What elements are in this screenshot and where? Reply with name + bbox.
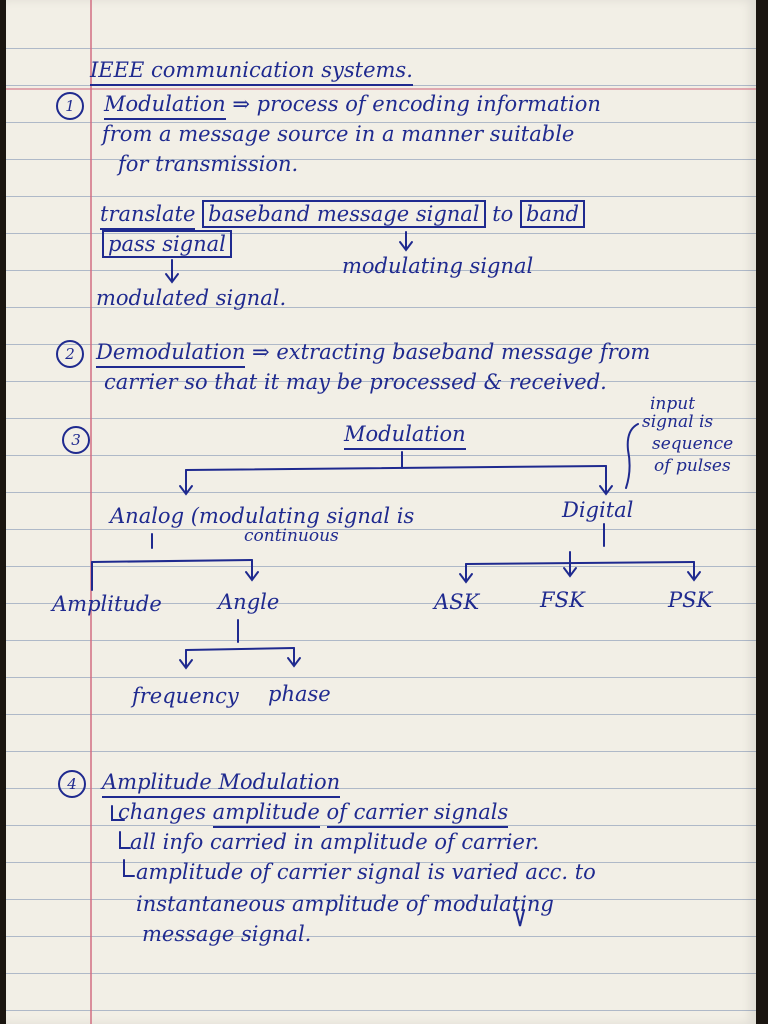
modulation-def-3: for transmission. [118, 152, 299, 176]
title-text: IEEE communication systems. [90, 58, 413, 86]
pass-signal-box: pass signal [102, 230, 232, 258]
branch-analog: Analog (modulating signal is [110, 504, 415, 528]
arrow-to-modulating-signal [400, 232, 412, 250]
section-number-2: 2 [56, 340, 84, 368]
demodulation-term: Demodulation [96, 340, 245, 368]
arrow-to-modulated-signal [166, 260, 178, 282]
digital-branch [466, 562, 694, 564]
arrow-to-analog [180, 470, 192, 494]
am-point-1a: changes [118, 800, 206, 824]
modulation-def-1: process of encoding information [256, 92, 601, 116]
leaf-ask: ASK [434, 590, 480, 614]
band-box: band [520, 200, 585, 228]
baseband-signal-box: baseband message signal [202, 200, 485, 228]
am-point-3-line1: amplitude of carrier signal is varied acc. to [136, 860, 596, 884]
am-point-1b: amplitude [213, 800, 320, 828]
analog-note: continuous [244, 526, 339, 546]
implies-arrow: ⇒ [232, 92, 250, 116]
demodulation-def-1: extracting baseband message from [276, 340, 651, 364]
demodulation-def-2: carrier so that it may be processed & received. [104, 370, 607, 394]
am-point-3-line2: instantaneous amplitude of modulating [136, 892, 554, 916]
modulation-term: Modulation [104, 92, 226, 120]
arrow-to-angle [246, 560, 258, 580]
translate-word: translate [100, 202, 195, 230]
note-brace [626, 424, 638, 488]
am-point-3-line3: message signal. [142, 922, 312, 946]
am-heading-text: Amplitude Modulation [102, 770, 340, 798]
stray-mark [516, 910, 524, 926]
leaf-fsk: FSK [540, 588, 585, 612]
modulating-signal-label: modulating signal [342, 254, 534, 278]
branch-digital: Digital [562, 498, 634, 522]
arrow-to-phase [288, 648, 300, 666]
notebook-page [6, 0, 756, 1024]
digital-note-3: sequence [652, 434, 734, 454]
bullet-hook-1 [112, 806, 124, 820]
section-number-1: 1 [56, 92, 84, 120]
arrow-to-frequency [180, 650, 192, 668]
arrow-to-digital [600, 466, 612, 494]
arrow-to-psk [688, 562, 700, 580]
implies-arrow-2: ⇒ [252, 340, 270, 364]
section-number-3: 3 [62, 426, 90, 454]
digital-note-1: input [650, 394, 696, 414]
leaf-phase: phase [268, 682, 331, 706]
bullet-hook-2 [120, 832, 130, 848]
leaf-psk: PSK [668, 588, 713, 612]
modulated-signal-label: modulated signal. [96, 286, 287, 310]
angle-branch [186, 648, 294, 650]
digital-note-4: of pulses [654, 456, 731, 476]
tree-top-branch [186, 466, 606, 470]
digital-note-2: signal is [642, 412, 714, 432]
tree-root-text: Modulation [344, 422, 466, 450]
leaf-angle: Angle [218, 590, 280, 614]
leaf-frequency: frequency [132, 684, 239, 708]
leaf-amplitude: Amplitude [52, 592, 162, 616]
am-point-2: all info carried in amplitude of carrier. [130, 830, 540, 854]
diagram-strokes [6, 0, 756, 1024]
to-word: to [492, 202, 514, 226]
bullet-hook-3 [124, 860, 134, 876]
analog-branch [92, 560, 252, 562]
am-point-1c: of carrier signals [327, 800, 509, 828]
arrow-to-ask [460, 564, 472, 582]
modulation-def-2: from a message source in a manner suitable [102, 122, 575, 146]
section-number-4: 4 [58, 770, 86, 798]
